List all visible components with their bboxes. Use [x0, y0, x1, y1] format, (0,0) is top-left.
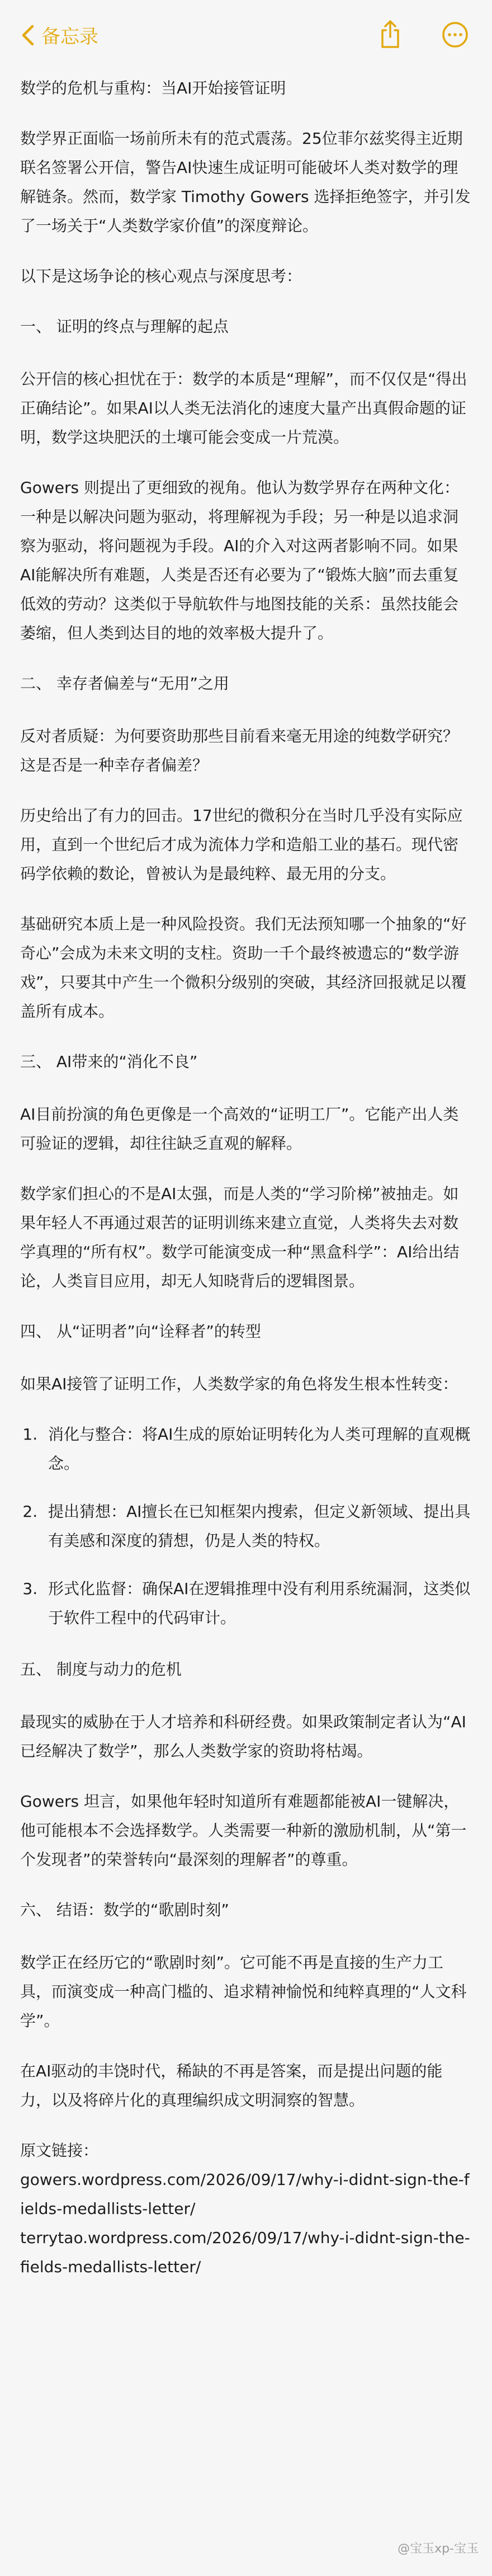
section-4-paragraph-1: 如果AI接管了证明工作，人类数学家的角色将发生根本性转变： [20, 1375, 458, 1393]
list-item: 1. 消化与整合：将AI生成的原始证明转化为人类可理解的直观概念。 [42, 1420, 472, 1478]
section-1-paragraph-1: 公开信的核心担忧在于：数学的本质是“理解”，而不仅仅是“得出正确结论”。如果AI以人类无法消化的速度大量产出真假命题的证明，数学这块肥沃的土壤可能会变成一片荒漠。 [20, 370, 467, 446]
section-5-paragraph-1: 最现实的威胁在于人才培养和科研经费。如果政策制定者认为“AI已经解决了数学”，那么人类数学家的资助将枯竭。 [20, 1713, 466, 1760]
section-6-heading: 六、 结语：数学的“歌剧时刻” [20, 1901, 229, 1919]
note-title: 数学的危机与重构：当AI开始接管证明 [20, 79, 286, 97]
section-5-heading: 五、 制度与动力的危机 [20, 1660, 182, 1679]
section-2-paragraph-3: 基础研究本质上是一种风险投资。我们无法预知哪一个抽象的“好奇心”会成为未来文明的支柱。资助一千个最终被遗忘的“数学游戏”，只要其中产生一个微积分级别的突破，其经济回报就足以覆盖所有成本。 [20, 915, 467, 1021]
back-label: 备忘录 [41, 26, 98, 48]
lead-paragraph: 以下是这场争论的核心观点与深度思考： [20, 267, 302, 285]
role-list [20, 1420, 472, 1633]
section-3-paragraph-2: 数学家们担心的不是AI太强，而是人类的“学习阶梯”被抽走。如果年轻人不再通过艰苦的证明训练来建立直觉，人类将失去对数学真理的“所有权”。数学可能演变成一种“黑盒科学”：AI给出结论，人类盲目应用，却无人知晓背后的逻辑图景。 [20, 1184, 460, 1290]
note-body[interactable] [20, 74, 472, 2282]
section-3-paragraph-1: AI目前扮演的角色更像是一个高效的“证明工厂”。它能产出人类可验证的逻辑，却往往缺乏直观的解释。 [20, 1105, 459, 1153]
more-icon[interactable] [442, 21, 469, 48]
section-1-paragraph-2: Gowers 则提出了更细致的视角。他认为数学界存在两种文化：一种是以解决问题为驱动，将理解视为手段；另一种是以追求洞察为驱动，将问题视为手段。AI的介入对这两者影响不同。如果AI能解决所有难题，人类是否还有必要为了“锻炼大脑”而去重复低效的劳动？这类似于导航软件与地图技能的关系：虽然技能会萎缩，但人类到达目的地的效率极大提升了。 [20, 478, 460, 642]
share-icon[interactable] [378, 19, 403, 49]
watermark: @宝玉xp-宝玉 [398, 2542, 479, 2556]
section-4-heading: 四、 从“证明者”向“诠释者”的转型 [20, 1322, 261, 1341]
list-item: 2. 提出猜想：AI擅长在已知框架内搜索，但定义新领域、提出具有美感和深度的猜想，仍是人类的特权。 [42, 1497, 472, 1555]
list-item: 3. 形式化监督：确保AI在逻辑推理中没有利用系统漏洞，这类似于软件工程中的代码审计。 [42, 1574, 472, 1633]
section-2-paragraph-1: 反对者质疑：为何要资助那些目前看来毫无用途的纯数学研究？这是否是一种幸存者偏差？ [20, 727, 459, 774]
source-link-gowers[interactable]: gowers.wordpress.com/2026/09/17/why-i-didnt-sign-the-fields-medallists-letter/ [20, 2170, 470, 2218]
chevron-left-icon [20, 24, 36, 46]
section-6-paragraph-1: 数学正在经历它的“歌剧时刻”。它可能不再是直接的生产力工具，而演变成一种高门槛的、追求精神愉悦和纯粹真理的“人文科学”。 [20, 1953, 467, 2030]
section-3-heading: 三、 AI带来的“消化不良” [20, 1052, 198, 1071]
section-2-paragraph-2: 历史给出了有力的回击。17世纪的微积分在当时几乎没有实际应用，直到一个世纪后才成为流体力学和造船工业的基石。现代密码学依赖的数论，曾被认为是最纯粹、最无用的分支。 [20, 806, 463, 883]
intro-paragraph: 数学界正面临一场前所未有的范式震荡。25位菲尔兹奖得主近期联名签署公开信，警告AI快速生成证明可能破坏人类对数学的理解链条。然而，数学家 Timothy Gowers 选择拒绝签字，并引发了一场关于“人类数学家价值”的深度辩论。 [20, 129, 471, 235]
section-2-heading: 二、 幸存者偏差与“无用”之用 [20, 674, 229, 693]
back-button[interactable] [20, 21, 98, 49]
section-5-paragraph-2: Gowers 坦言，如果他年轻时知道所有难题都能被AI一键解决，他可能根本不会选择数学。人类需要一种新的激励机制，从“第一个发现者”的荣誉转向“最深刻的理解者”的尊重。 [20, 1792, 467, 1869]
section-1-heading: 一、 证明的终点与理解的起点 [20, 317, 229, 336]
section-6-paragraph-2: 在AI驱动的丰饶时代，稀缺的不再是答案，而是提出问题的能力，以及将碎片化的真理编织成文明洞察的智慧。 [20, 2062, 443, 2109]
source-links [20, 2136, 472, 2282]
links-label: 原文链接： [20, 2141, 99, 2160]
source-link-tao[interactable]: terrytao.wordpress.com/2026/09/17/why-i-didnt-sign-the-fields-medallists-letter/ [20, 2229, 470, 2276]
top-navigation-bar [0, 0, 492, 74]
